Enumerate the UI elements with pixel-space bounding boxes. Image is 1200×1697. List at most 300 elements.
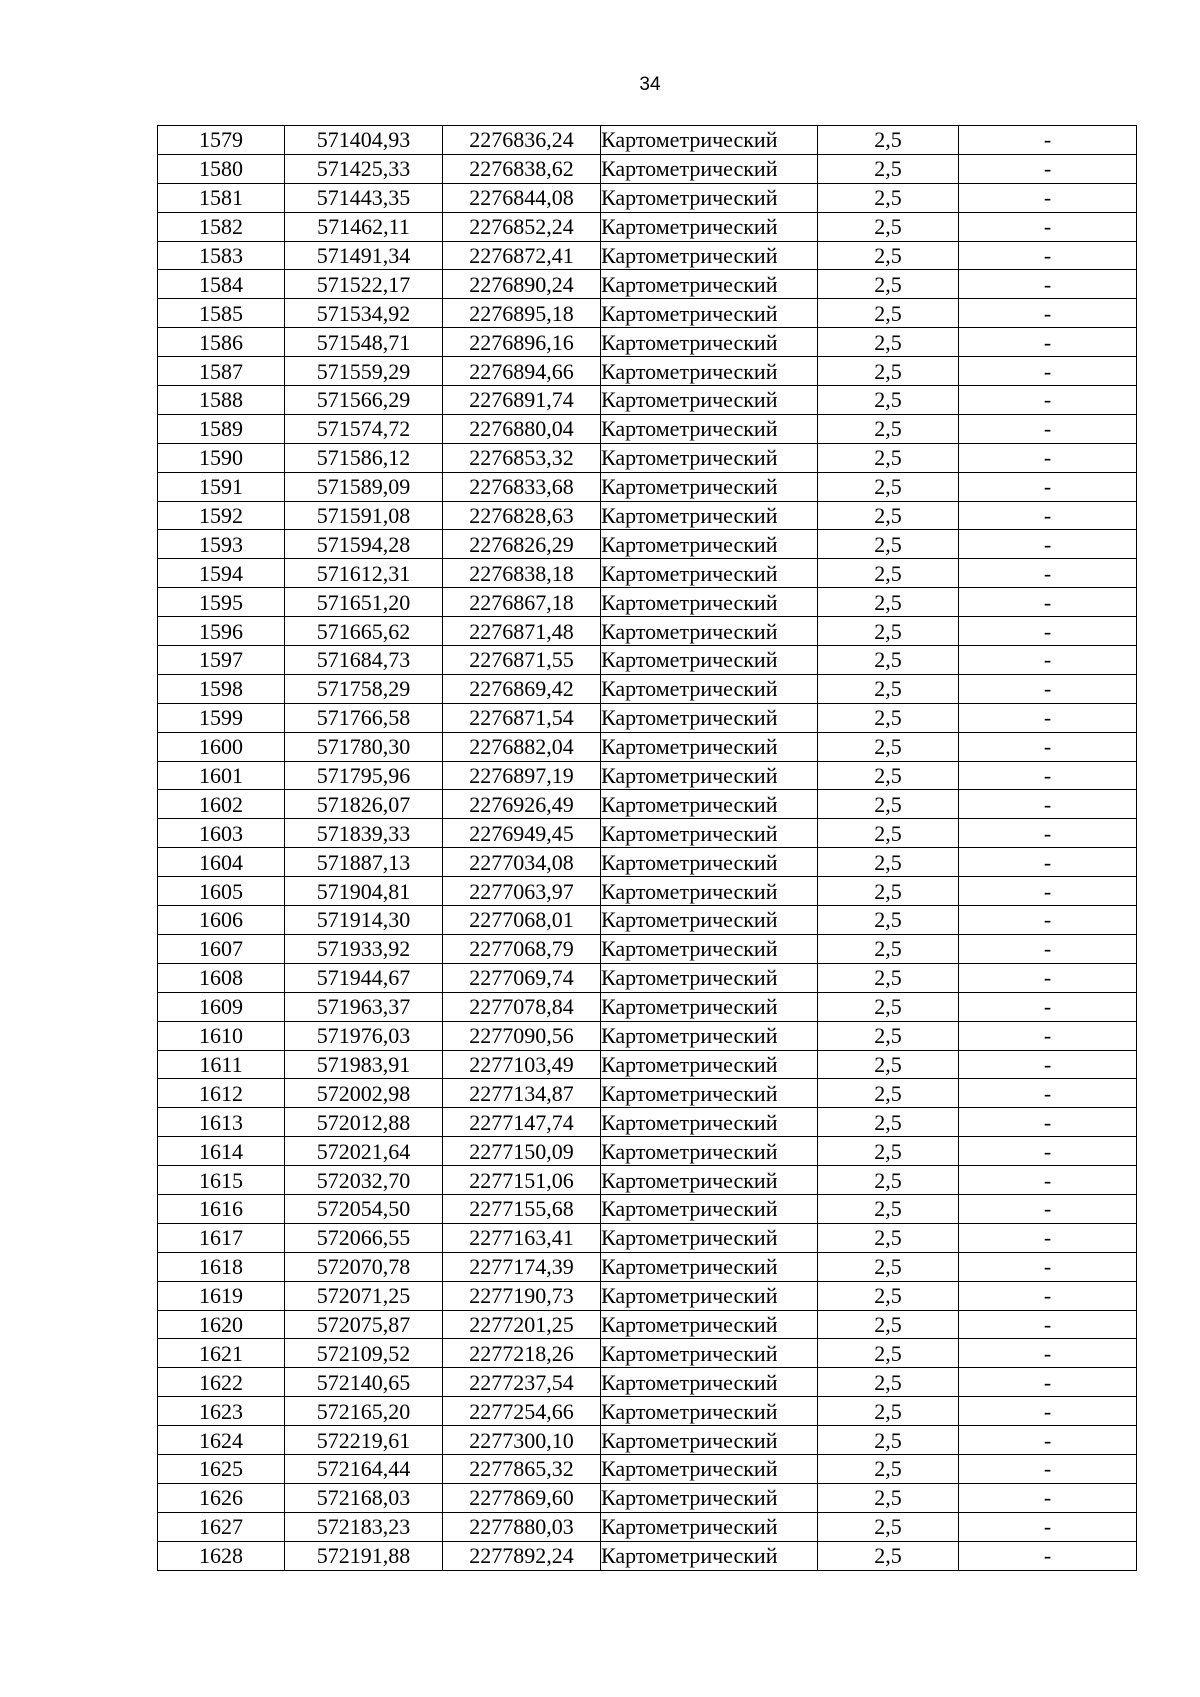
x-coordinate-cell: 572054,50 [285, 1194, 443, 1223]
table-row [158, 992, 1137, 1021]
y-coordinate-cell: 2277300,10 [443, 1426, 601, 1455]
x-coordinate-cell: 572140,65 [285, 1368, 443, 1397]
x-coordinate-cell: 571566,29 [285, 386, 443, 415]
coordinates-table-body [158, 126, 1137, 1571]
description-cell: - [959, 1426, 1137, 1455]
accuracy-cell: 2,5 [818, 617, 959, 646]
description-cell: - [959, 934, 1137, 963]
y-coordinate-cell: 2277190,73 [443, 1281, 601, 1310]
method-cell: Картометрический [601, 559, 818, 588]
accuracy-cell: 2,5 [818, 501, 959, 530]
method-cell: Картометрический [601, 992, 818, 1021]
x-coordinate-cell: 572183,23 [285, 1512, 443, 1541]
table-row [158, 1397, 1137, 1426]
description-cell: - [959, 1454, 1137, 1483]
table-row [158, 1541, 1137, 1570]
method-cell: Картометрический [601, 414, 818, 443]
point-number-cell: 1628 [158, 1541, 285, 1570]
x-coordinate-cell: 571591,08 [285, 501, 443, 530]
y-coordinate-cell: 2277880,03 [443, 1512, 601, 1541]
description-cell: - [959, 848, 1137, 877]
method-cell: Картометрический [601, 1368, 818, 1397]
y-coordinate-cell: 2277069,74 [443, 963, 601, 992]
table-row [158, 934, 1137, 963]
y-coordinate-cell: 2276891,74 [443, 386, 601, 415]
accuracy-cell: 2,5 [818, 1223, 959, 1252]
y-coordinate-cell: 2276871,48 [443, 617, 601, 646]
table-row [158, 1483, 1137, 1512]
accuracy-cell: 2,5 [818, 819, 959, 848]
description-cell: - [959, 1223, 1137, 1252]
method-cell: Картометрический [601, 1021, 818, 1050]
x-coordinate-cell: 571534,92 [285, 299, 443, 328]
y-coordinate-cell: 2277068,01 [443, 906, 601, 935]
y-coordinate-cell: 2276852,24 [443, 212, 601, 241]
table-row [158, 183, 1137, 212]
description-cell: - [959, 241, 1137, 270]
method-cell: Картометрический [601, 328, 818, 357]
y-coordinate-cell: 2277103,49 [443, 1050, 601, 1079]
method-cell: Картометрический [601, 154, 818, 183]
point-number-cell: 1619 [158, 1281, 285, 1310]
y-coordinate-cell: 2276949,45 [443, 819, 601, 848]
description-cell: - [959, 732, 1137, 761]
method-cell: Картометрический [601, 443, 818, 472]
x-coordinate-cell: 572002,98 [285, 1079, 443, 1108]
x-coordinate-cell: 571914,30 [285, 906, 443, 935]
x-coordinate-cell: 572012,88 [285, 1108, 443, 1137]
x-coordinate-cell: 572109,52 [285, 1339, 443, 1368]
method-cell: Картометрический [601, 1223, 818, 1252]
x-coordinate-cell: 571522,17 [285, 270, 443, 299]
y-coordinate-cell: 2276872,41 [443, 241, 601, 270]
y-coordinate-cell: 2276890,24 [443, 270, 601, 299]
accuracy-cell: 2,5 [818, 1050, 959, 1079]
method-cell: Картометрический [601, 732, 818, 761]
x-coordinate-cell: 571983,91 [285, 1050, 443, 1079]
table-row [158, 617, 1137, 646]
y-coordinate-cell: 2276895,18 [443, 299, 601, 328]
y-coordinate-cell: 2277254,66 [443, 1397, 601, 1426]
accuracy-cell: 2,5 [818, 1281, 959, 1310]
x-coordinate-cell: 571944,67 [285, 963, 443, 992]
table-row [158, 761, 1137, 790]
accuracy-cell: 2,5 [818, 472, 959, 501]
table-row [158, 328, 1137, 357]
y-coordinate-cell: 2277078,84 [443, 992, 601, 1021]
y-coordinate-cell: 2277150,09 [443, 1137, 601, 1166]
accuracy-cell: 2,5 [818, 906, 959, 935]
table-row [158, 357, 1137, 386]
table-row [158, 1223, 1137, 1252]
page-number: 34 [639, 74, 661, 95]
description-cell: - [959, 877, 1137, 906]
method-cell: Картометрический [601, 674, 818, 703]
point-number-cell: 1590 [158, 443, 285, 472]
accuracy-cell: 2,5 [818, 761, 959, 790]
description-cell: - [959, 617, 1137, 646]
point-number-cell: 1592 [158, 501, 285, 530]
point-number-cell: 1594 [158, 559, 285, 588]
y-coordinate-cell: 2276838,18 [443, 559, 601, 588]
x-coordinate-cell: 572191,88 [285, 1541, 443, 1570]
y-coordinate-cell: 2276836,24 [443, 126, 601, 155]
accuracy-cell: 2,5 [818, 1426, 959, 1455]
y-coordinate-cell: 2277237,54 [443, 1368, 601, 1397]
y-coordinate-cell: 2276871,54 [443, 703, 601, 732]
point-number-cell: 1603 [158, 819, 285, 848]
point-number-cell: 1598 [158, 674, 285, 703]
accuracy-cell: 2,5 [818, 299, 959, 328]
point-number-cell: 1587 [158, 357, 285, 386]
table-row [158, 1281, 1137, 1310]
description-cell: - [959, 1310, 1137, 1339]
method-cell: Картометрический [601, 530, 818, 559]
table-row [158, 472, 1137, 501]
y-coordinate-cell: 2277090,56 [443, 1021, 601, 1050]
x-coordinate-cell: 571443,35 [285, 183, 443, 212]
table-row [158, 848, 1137, 877]
description-cell: - [959, 1021, 1137, 1050]
method-cell: Картометрический [601, 877, 818, 906]
y-coordinate-cell: 2277034,08 [443, 848, 601, 877]
method-cell: Картометрический [601, 299, 818, 328]
x-coordinate-cell: 572165,20 [285, 1397, 443, 1426]
accuracy-cell: 2,5 [818, 126, 959, 155]
x-coordinate-cell: 572066,55 [285, 1223, 443, 1252]
y-coordinate-cell: 2277063,97 [443, 877, 601, 906]
y-coordinate-cell: 2276894,66 [443, 357, 601, 386]
x-coordinate-cell: 572032,70 [285, 1166, 443, 1195]
x-coordinate-cell: 571976,03 [285, 1021, 443, 1050]
description-cell: - [959, 1252, 1137, 1281]
point-number-cell: 1585 [158, 299, 285, 328]
table-row [158, 501, 1137, 530]
point-number-cell: 1602 [158, 790, 285, 819]
y-coordinate-cell: 2277147,74 [443, 1108, 601, 1137]
accuracy-cell: 2,5 [818, 732, 959, 761]
method-cell: Картометрический [601, 386, 818, 415]
point-number-cell: 1626 [158, 1483, 285, 1512]
y-coordinate-cell: 2276926,49 [443, 790, 601, 819]
accuracy-cell: 2,5 [818, 212, 959, 241]
description-cell: - [959, 819, 1137, 848]
method-cell: Картометрический [601, 241, 818, 270]
description-cell: - [959, 328, 1137, 357]
point-number-cell: 1586 [158, 328, 285, 357]
table-row [158, 906, 1137, 935]
method-cell: Картометрический [601, 183, 818, 212]
method-cell: Картометрический [601, 819, 818, 848]
x-coordinate-cell: 571589,09 [285, 472, 443, 501]
x-coordinate-cell: 572021,64 [285, 1137, 443, 1166]
x-coordinate-cell: 571933,92 [285, 934, 443, 963]
y-coordinate-cell: 2276896,16 [443, 328, 601, 357]
table-row [158, 703, 1137, 732]
description-cell: - [959, 386, 1137, 415]
method-cell: Картометрический [601, 934, 818, 963]
table-row [158, 1426, 1137, 1455]
y-coordinate-cell: 2276853,32 [443, 443, 601, 472]
accuracy-cell: 2,5 [818, 183, 959, 212]
table-row [158, 414, 1137, 443]
x-coordinate-cell: 571887,13 [285, 848, 443, 877]
method-cell: Картометрический [601, 501, 818, 530]
y-coordinate-cell: 2277865,32 [443, 1454, 601, 1483]
method-cell: Картометрический [601, 1050, 818, 1079]
description-cell: - [959, 790, 1137, 819]
method-cell: Картометрический [601, 1108, 818, 1137]
table-row [158, 1252, 1137, 1281]
point-number-cell: 1583 [158, 241, 285, 270]
accuracy-cell: 2,5 [818, 1397, 959, 1426]
method-cell: Картометрический [601, 1079, 818, 1108]
x-coordinate-cell: 572075,87 [285, 1310, 443, 1339]
table-row [158, 1079, 1137, 1108]
accuracy-cell: 2,5 [818, 1310, 959, 1339]
table-row [158, 588, 1137, 617]
table-row [158, 443, 1137, 472]
x-coordinate-cell: 571684,73 [285, 646, 443, 675]
method-cell: Картометрический [601, 1397, 818, 1426]
method-cell: Картометрический [601, 270, 818, 299]
x-coordinate-cell: 572164,44 [285, 1454, 443, 1483]
y-coordinate-cell: 2277155,68 [443, 1194, 601, 1223]
accuracy-cell: 2,5 [818, 1021, 959, 1050]
method-cell: Картометрический [601, 790, 818, 819]
accuracy-cell: 2,5 [818, 992, 959, 1021]
x-coordinate-cell: 572168,03 [285, 1483, 443, 1512]
method-cell: Картометрический [601, 1194, 818, 1223]
accuracy-cell: 2,5 [818, 674, 959, 703]
x-coordinate-cell: 571766,58 [285, 703, 443, 732]
description-cell: - [959, 1368, 1137, 1397]
description-cell: - [959, 357, 1137, 386]
description-cell: - [959, 1050, 1137, 1079]
point-number-cell: 1618 [158, 1252, 285, 1281]
point-number-cell: 1584 [158, 270, 285, 299]
description-cell: - [959, 674, 1137, 703]
x-coordinate-cell: 571612,31 [285, 559, 443, 588]
x-coordinate-cell: 571559,29 [285, 357, 443, 386]
x-coordinate-cell: 571665,62 [285, 617, 443, 646]
y-coordinate-cell: 2276869,42 [443, 674, 601, 703]
point-number-cell: 1625 [158, 1454, 285, 1483]
y-coordinate-cell: 2276882,04 [443, 732, 601, 761]
table-row [158, 1108, 1137, 1137]
method-cell: Картометрический [601, 1541, 818, 1570]
accuracy-cell: 2,5 [818, 934, 959, 963]
table-row [158, 241, 1137, 270]
accuracy-cell: 2,5 [818, 1512, 959, 1541]
point-number-cell: 1623 [158, 1397, 285, 1426]
accuracy-cell: 2,5 [818, 703, 959, 732]
point-number-cell: 1617 [158, 1223, 285, 1252]
description-cell: - [959, 212, 1137, 241]
description-cell: - [959, 472, 1137, 501]
x-coordinate-cell: 571758,29 [285, 674, 443, 703]
description-cell: - [959, 443, 1137, 472]
accuracy-cell: 2,5 [818, 1483, 959, 1512]
accuracy-cell: 2,5 [818, 1339, 959, 1368]
method-cell: Картометрический [601, 703, 818, 732]
table-row [158, 126, 1137, 155]
point-number-cell: 1600 [158, 732, 285, 761]
accuracy-cell: 2,5 [818, 414, 959, 443]
x-coordinate-cell: 571963,37 [285, 992, 443, 1021]
table-row [158, 1339, 1137, 1368]
method-cell: Картометрический [601, 1483, 818, 1512]
point-number-cell: 1610 [158, 1021, 285, 1050]
table-row [158, 646, 1137, 675]
x-coordinate-cell: 571491,34 [285, 241, 443, 270]
y-coordinate-cell: 2276871,55 [443, 646, 601, 675]
description-cell: - [959, 1281, 1137, 1310]
method-cell: Картометрический [601, 472, 818, 501]
method-cell: Картометрический [601, 1252, 818, 1281]
x-coordinate-cell: 571839,33 [285, 819, 443, 848]
description-cell: - [959, 183, 1137, 212]
y-coordinate-cell: 2277068,79 [443, 934, 601, 963]
point-number-cell: 1605 [158, 877, 285, 906]
y-coordinate-cell: 2276833,68 [443, 472, 601, 501]
description-cell: - [959, 1166, 1137, 1195]
description-cell: - [959, 1339, 1137, 1368]
x-coordinate-cell: 571594,28 [285, 530, 443, 559]
x-coordinate-cell: 572219,61 [285, 1426, 443, 1455]
point-number-cell: 1613 [158, 1108, 285, 1137]
x-coordinate-cell: 571574,72 [285, 414, 443, 443]
description-cell: - [959, 703, 1137, 732]
table-row [158, 1310, 1137, 1339]
point-number-cell: 1596 [158, 617, 285, 646]
table-row [158, 530, 1137, 559]
method-cell: Картометрический [601, 848, 818, 877]
table-row [158, 674, 1137, 703]
method-cell: Картометрический [601, 1339, 818, 1368]
description-cell: - [959, 1541, 1137, 1570]
point-number-cell: 1604 [158, 848, 285, 877]
point-number-cell: 1624 [158, 1426, 285, 1455]
point-number-cell: 1597 [158, 646, 285, 675]
y-coordinate-cell: 2277892,24 [443, 1541, 601, 1570]
accuracy-cell: 2,5 [818, 1454, 959, 1483]
description-cell: - [959, 588, 1137, 617]
description-cell: - [959, 299, 1137, 328]
accuracy-cell: 2,5 [818, 443, 959, 472]
table-row [158, 732, 1137, 761]
description-cell: - [959, 963, 1137, 992]
description-cell: - [959, 530, 1137, 559]
point-number-cell: 1608 [158, 963, 285, 992]
table-row [158, 386, 1137, 415]
method-cell: Картометрический [601, 617, 818, 646]
accuracy-cell: 2,5 [818, 1252, 959, 1281]
method-cell: Картометрический [601, 906, 818, 935]
point-number-cell: 1606 [158, 906, 285, 935]
table-row [158, 819, 1137, 848]
y-coordinate-cell: 2276838,62 [443, 154, 601, 183]
accuracy-cell: 2,5 [818, 588, 959, 617]
accuracy-cell: 2,5 [818, 848, 959, 877]
point-number-cell: 1588 [158, 386, 285, 415]
accuracy-cell: 2,5 [818, 241, 959, 270]
method-cell: Картометрический [601, 1454, 818, 1483]
table-row [158, 790, 1137, 819]
table-row [158, 1050, 1137, 1079]
table-row [158, 154, 1137, 183]
point-number-cell: 1622 [158, 1368, 285, 1397]
table-row [158, 1454, 1137, 1483]
point-number-cell: 1582 [158, 212, 285, 241]
x-coordinate-cell: 571586,12 [285, 443, 443, 472]
accuracy-cell: 2,5 [818, 559, 959, 588]
accuracy-cell: 2,5 [818, 386, 959, 415]
method-cell: Картометрический [601, 357, 818, 386]
accuracy-cell: 2,5 [818, 154, 959, 183]
x-coordinate-cell: 571548,71 [285, 328, 443, 357]
y-coordinate-cell: 2277218,26 [443, 1339, 601, 1368]
method-cell: Картометрический [601, 212, 818, 241]
table-row [158, 559, 1137, 588]
y-coordinate-cell: 2277201,25 [443, 1310, 601, 1339]
table-row [158, 270, 1137, 299]
method-cell: Картометрический [601, 1166, 818, 1195]
y-coordinate-cell: 2276880,04 [443, 414, 601, 443]
table-row [158, 299, 1137, 328]
y-coordinate-cell: 2277134,87 [443, 1079, 601, 1108]
table-row [158, 212, 1137, 241]
table-row [158, 1166, 1137, 1195]
y-coordinate-cell: 2277163,41 [443, 1223, 601, 1252]
accuracy-cell: 2,5 [818, 790, 959, 819]
point-number-cell: 1580 [158, 154, 285, 183]
method-cell: Картометрический [601, 1512, 818, 1541]
description-cell: - [959, 1137, 1137, 1166]
method-cell: Картометрический [601, 761, 818, 790]
x-coordinate-cell: 571651,20 [285, 588, 443, 617]
table-row [158, 1137, 1137, 1166]
description-cell: - [959, 906, 1137, 935]
point-number-cell: 1599 [158, 703, 285, 732]
point-number-cell: 1589 [158, 414, 285, 443]
table-row [158, 1194, 1137, 1223]
method-cell: Картометрический [601, 588, 818, 617]
accuracy-cell: 2,5 [818, 877, 959, 906]
description-cell: - [959, 1397, 1137, 1426]
y-coordinate-cell: 2276867,18 [443, 588, 601, 617]
table-row [158, 963, 1137, 992]
point-number-cell: 1579 [158, 126, 285, 155]
accuracy-cell: 2,5 [818, 1194, 959, 1223]
y-coordinate-cell: 2276828,63 [443, 501, 601, 530]
table-row [158, 1021, 1137, 1050]
method-cell: Картометрический [601, 1281, 818, 1310]
y-coordinate-cell: 2277869,60 [443, 1483, 601, 1512]
point-number-cell: 1612 [158, 1079, 285, 1108]
description-cell: - [959, 1194, 1137, 1223]
point-number-cell: 1593 [158, 530, 285, 559]
x-coordinate-cell: 571462,11 [285, 212, 443, 241]
description-cell: - [959, 646, 1137, 675]
x-coordinate-cell: 571425,33 [285, 154, 443, 183]
description-cell: - [959, 501, 1137, 530]
point-number-cell: 1621 [158, 1339, 285, 1368]
description-cell: - [959, 559, 1137, 588]
x-coordinate-cell: 571795,96 [285, 761, 443, 790]
point-number-cell: 1627 [158, 1512, 285, 1541]
point-number-cell: 1615 [158, 1166, 285, 1195]
